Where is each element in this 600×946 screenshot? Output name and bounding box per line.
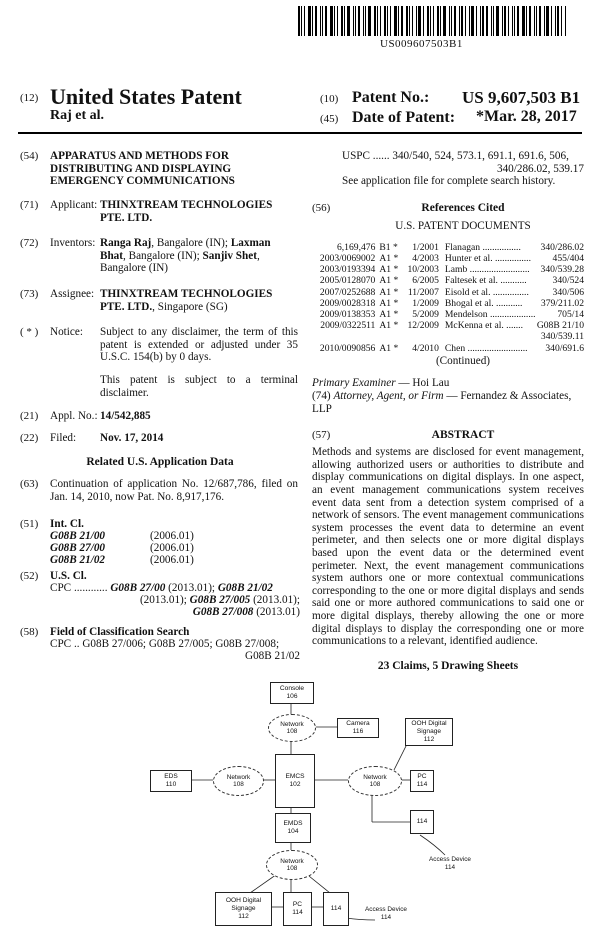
barcode-bar (437, 6, 439, 36)
network-bottom-cloud (266, 850, 318, 880)
reference-kind: A1 * (379, 342, 399, 354)
examiner-name: — Hoi Lau (395, 377, 450, 390)
reference-name: McKenna et al. ....... (444, 320, 523, 332)
network-ref: 108 (233, 781, 244, 788)
reference-date: 5/2009 (412, 309, 439, 320)
inventor-name: Laxman Bhat (100, 237, 271, 262)
uspc-line: USPC ...... 340/540, 524, 573.1, 691.1, 691.6, 506, (342, 150, 569, 162)
reference-cls: 455/404 (552, 252, 584, 264)
barcode-bar (539, 6, 541, 36)
network-top-cloud (268, 714, 316, 742)
pc-ref: 114 (292, 909, 303, 916)
barcode-bar (529, 6, 531, 36)
cpc-prefix: CPC ............ (50, 582, 108, 594)
barcode-bar (330, 6, 333, 36)
notice-code: ( * ) (20, 326, 39, 338)
assignee-code: (73) (20, 288, 39, 300)
ooh-label: OOH Digital (225, 897, 262, 904)
intcl-label: Int. Cl. (50, 518, 84, 530)
barcode-bar (565, 6, 566, 36)
attorney-name: — Fernandez & Associates, LLP (312, 390, 572, 415)
reference-cls: 340/539.11 (540, 331, 584, 343)
barcode-bar (440, 6, 441, 36)
cpc-year: (2013.01); (165, 582, 218, 594)
reference-name: Lamb ......................... (444, 264, 530, 276)
ooh-bottom-box (215, 892, 272, 926)
barcode-bar (486, 6, 488, 36)
barcode-bar (555, 6, 556, 36)
applicant-label: Applicant: (50, 199, 98, 211)
date-label: Date of Patent: (352, 109, 456, 126)
examiner-label: Primary Examiner (312, 377, 396, 390)
eds-ref: 110 (165, 781, 177, 788)
barcode-bar (322, 6, 323, 36)
barcode-bar (406, 6, 408, 36)
box-ref: 114 (330, 905, 342, 912)
barcode-bar (482, 6, 484, 36)
code-45: (45) (320, 113, 339, 125)
network-label: Network (280, 857, 304, 865)
reference-date: 11/2007 (407, 286, 439, 298)
reference-row (317, 242, 584, 253)
barcode-bar (491, 6, 492, 36)
barcode-bar (471, 6, 474, 36)
barcode-bar (380, 6, 381, 36)
barcode-bar (308, 6, 311, 36)
filed-code: (22) (20, 432, 39, 444)
reference-name: Faltesek et al. ........... (444, 275, 527, 287)
reference-num: 2009/0138353 (319, 309, 376, 320)
barcode-bar (476, 6, 477, 36)
reference-name: Hunter et al. ............... (444, 252, 531, 264)
continuation-code: (63) (20, 478, 39, 490)
reference-row (317, 287, 584, 298)
reference-kind: A1 * (379, 286, 399, 298)
inventor-name: Ranga Raj (100, 237, 152, 249)
network-ref: 108 (369, 781, 381, 788)
header-rule (18, 132, 582, 134)
barcode-bar (454, 6, 456, 36)
intcl-code-entry: G08B 21/00 (50, 530, 106, 542)
emds-label: EMDS (283, 820, 303, 827)
appl-label: Appl. No.: (50, 410, 98, 422)
barcode-bar (465, 6, 466, 36)
emds-box (275, 813, 311, 843)
barcode-bar (522, 6, 525, 36)
barcode-bar (557, 6, 559, 36)
barcode-bar (312, 6, 313, 36)
reference-cls: G08B 21/10 (536, 320, 584, 332)
inventor-short: Raj et al. (50, 108, 105, 123)
barcode-bar (334, 6, 335, 36)
reference-cls: 340/286.02 (540, 241, 584, 253)
claims-summary: 23 Claims, 5 Drawing Sheets (377, 659, 519, 672)
pc-ref: 114 (416, 781, 428, 788)
emcs-label: EMCS (285, 773, 305, 780)
barcode-bar (387, 6, 388, 36)
barcode-bar (347, 6, 350, 36)
abstract-text: Methods and systems are disclosed for event management, allowing authorized users or authorities to distribute and display communications on digital displays. In one aspect, an event management communications system receives event data sent from a detection system comprised of a network of sensors. The event management communications system processes the event data to determine an event perimeter, and then selects one or more digital displays based upon the event data or the determined event perimeter. Next, the event management communications system authors one or more contextual communications corresponding to the one or more digital displays and sends said one or more authored communications to said one or more digital displays, thereby allowing the one or more digital displays to display the corresponding one or more communications to a relevant, identified audience. (312, 446, 584, 648)
barcode-bar (493, 6, 494, 36)
pc-bottom-box (283, 892, 312, 926)
barcode-bar (512, 6, 513, 36)
barcode-bar (451, 6, 452, 36)
applicant-code: (71) (20, 199, 39, 211)
reference-kind: A1 * (379, 320, 399, 332)
barcode-bar (517, 6, 519, 36)
abstract-heading: ABSTRACT (431, 429, 495, 442)
network-right-cloud (348, 766, 402, 796)
barcode-bar (418, 6, 421, 36)
intcl-year: (2006.01) (150, 530, 194, 542)
network-label: Network (280, 720, 304, 728)
access-device-label: Access Device (365, 906, 407, 913)
barcode-bar (502, 6, 503, 36)
access-device-ref: 114 (380, 913, 392, 921)
barcode-bar (337, 6, 338, 36)
reference-row (317, 298, 584, 309)
intcl-code: (51) (20, 518, 39, 530)
reference-kind: A1 * (379, 264, 399, 276)
reference-kind (379, 331, 406, 342)
barcode-bar (398, 6, 399, 36)
ooh-ref: 112 (238, 913, 249, 920)
access-device-ref: 114 (444, 863, 456, 871)
cpc-line (50, 594, 300, 607)
barcode-bar (514, 6, 515, 36)
emcs-box (275, 754, 315, 808)
barcode-bar (430, 6, 431, 36)
access-device-bottom-label (360, 906, 412, 921)
barcode-bar (341, 6, 343, 36)
reference-row (317, 253, 584, 264)
right-column (312, 150, 584, 672)
intcl-year: (2006.01) (150, 554, 194, 566)
inventor-name: Sanjiv Shet (202, 249, 257, 262)
reference-date: 4/2010 (412, 342, 439, 354)
title-code: (54) (20, 150, 39, 162)
reference-num: 2009/0322511 (320, 320, 376, 332)
figure (0, 670, 600, 946)
barcode-bar (427, 6, 429, 36)
code-12: (12) (20, 92, 39, 104)
reference-kind: A1 * (379, 252, 399, 264)
barcode-bar (504, 6, 506, 36)
barcode-bar (315, 6, 317, 36)
barcode-bar (304, 6, 305, 36)
reference-row (317, 309, 584, 320)
box-ref: 114 (416, 818, 428, 825)
code-10: (10) (320, 93, 339, 105)
reference-date (406, 331, 445, 342)
appl-code: (21) (20, 410, 39, 422)
cpc-year: (2013.01) (253, 606, 300, 618)
console-ref: 106 (286, 693, 298, 700)
barcode-bar (461, 6, 463, 36)
reference-num: 6,169,476 (336, 241, 376, 253)
reference-row (317, 320, 584, 331)
eds-label: EDS (164, 773, 178, 780)
patent-title: APPARATUS AND METHODS FOR DISTRIBUTING AND DISPLAYING EMERGENCY COMMUNICATIONS (50, 150, 235, 188)
uscl-label: U.S. Cl. (50, 570, 87, 582)
reference-cls: 705/14 (557, 309, 584, 320)
cpc-line (50, 606, 300, 619)
cpc-code: G08B 27/005 (189, 594, 251, 606)
cpc-line (50, 582, 300, 595)
barcode-bar (546, 6, 549, 36)
barcode-bar (390, 6, 391, 36)
reference-cls: 379/211.02 (540, 297, 584, 309)
filed-date: Nov. 17, 2014 (100, 432, 164, 444)
barcode-bar (536, 6, 537, 36)
assignee-location: , Singapore (SG) (152, 300, 228, 313)
access-device-right-label (425, 856, 475, 871)
barcode-number: US009607503B1 (380, 38, 463, 50)
inventors-label: Inventors: (50, 237, 96, 249)
cpc-code: G08B 27/008 (192, 606, 254, 618)
reference-cls: 340/691.6 (545, 342, 584, 354)
intcl-code-entry: G08B 27/00 (50, 542, 106, 554)
terminal-disclaimer: This patent is subject to a terminal disclaimer. (100, 374, 298, 399)
camera-ref: 116 (352, 728, 364, 735)
reference-date: 1/2009 (412, 297, 439, 309)
barcode-bar (469, 6, 470, 36)
console-box (270, 682, 314, 704)
reference-name: Chen ......................... (444, 342, 528, 354)
attorney-label: Attorney, Agent, or Firm (333, 390, 444, 402)
reference-num: 2010/0090856 (319, 342, 376, 354)
pc-label: PC (292, 901, 303, 908)
document-type: United States Patent (50, 84, 242, 109)
continuation-text: Continuation of application No. 12/687,786, filed on Jan. 14, 2010, now Pat. No. 8,917,176. (50, 478, 298, 503)
barcode (298, 6, 568, 36)
barcode-bar (459, 6, 460, 36)
barcode-bar (394, 6, 397, 36)
reference-name: Flanagan ................ (444, 241, 521, 253)
reference-num: 2003/0193394 (319, 264, 376, 276)
barcode-bar (325, 6, 327, 36)
search-history-note: See application file for complete search history. (342, 175, 556, 188)
field-code: (58) (20, 626, 39, 638)
network-ref: 108 (286, 728, 298, 735)
intcl-year: (2006.01) (150, 542, 194, 554)
assignee-company: THINXTREAM TECHNOLOGIES PTE. LTD. (100, 288, 273, 313)
assignee-name (100, 288, 290, 313)
applicant-name: THINXTREAM TECHNOLOGIES PTE. LTD. (100, 199, 273, 224)
attorney-code: (74) (312, 390, 331, 402)
camera-label: Camera (346, 720, 370, 727)
cpc-code: G08B 21/02 (217, 582, 273, 594)
barcode-bar (496, 6, 499, 36)
pc-right-box (410, 770, 434, 792)
barcode-bar (344, 6, 345, 36)
cpc-year: (2013.01); (250, 594, 300, 606)
pc-label: PC (417, 773, 427, 780)
reference-num: 2005/0128070 (319, 275, 376, 287)
filed-label: Filed: (50, 432, 77, 444)
refs-code: (56) (312, 201, 331, 214)
inventors-code: (72) (20, 237, 39, 249)
reference-row (317, 343, 584, 354)
ooh-label: OOH Digital (411, 720, 447, 727)
appl-number: 14/542,885 (100, 410, 151, 422)
reference-row (317, 264, 584, 275)
inventor-location: , Bangalore (IN); (151, 237, 231, 249)
cpc-code: G08B 27/00 (110, 582, 166, 594)
ooh-label-2: Signage (231, 905, 256, 912)
barcode-bar (449, 6, 450, 36)
notice-text: Subject to any disclaimer, the term of this patent is extended or adjusted under 35 U.S.C. 154(b) by 0 days. (100, 326, 298, 364)
us-docs-heading: U.S. PATENT DOCUMENTS (395, 219, 531, 232)
reference-num: 2007/0252688 (319, 286, 376, 298)
reference-name: Bhogal et al. ........... (444, 297, 523, 309)
reference-row (317, 275, 584, 286)
network-left-cloud (213, 766, 264, 796)
references-table (317, 242, 584, 354)
related-heading: Related U.S. Application Data (86, 456, 234, 468)
barcode-bar (401, 6, 403, 36)
reference-kind: A1 * (379, 309, 399, 320)
reference-row (317, 331, 584, 342)
access-device-bottom-box (323, 892, 349, 926)
reference-kind: A1 * (379, 297, 399, 309)
network-label: Network (226, 773, 251, 781)
inventor-location: , Bangalore (IN) (100, 249, 260, 275)
barcode-bar (409, 6, 410, 36)
console-label: Console (279, 685, 305, 692)
network-ref: 108 (286, 865, 298, 872)
patent-number: US 9,607,503 B1 (462, 88, 581, 107)
reference-date: 4/2003 (412, 252, 439, 264)
barcode-bar (534, 6, 535, 36)
barcode-bar (443, 6, 446, 36)
barcode-bar (526, 6, 527, 36)
reference-cls: 340/539.28 (540, 264, 584, 276)
reference-date: 6/2005 (412, 275, 439, 287)
reference-date: 1/2001 (412, 241, 439, 253)
cpc-year: (2013.01); (139, 594, 190, 606)
network-label: Network (363, 773, 387, 781)
intcl-code-entry: G08B 21/02 (50, 554, 106, 566)
barcode-bar (320, 6, 321, 36)
barcode-bar (384, 6, 386, 36)
barcode-bar (301, 6, 302, 36)
barcode-bar (374, 6, 376, 36)
camera-box (337, 718, 379, 738)
reference-kind: A1 * (379, 275, 399, 287)
field-label: Field of Classification Search (50, 626, 190, 638)
barcode-bar (433, 6, 434, 36)
barcode-bar (423, 6, 424, 36)
field-cpc: CPC .. G08B 27/006; G08B 27/005; G08B 27/008; (50, 638, 280, 650)
reference-name: Eisold et al. ............... (444, 286, 529, 298)
barcode-bar (544, 6, 545, 36)
barcode-bar (412, 6, 413, 36)
barcode-bar (298, 6, 300, 36)
barcode-bar (363, 6, 364, 36)
barcode-bar (358, 6, 360, 36)
barcode-bar (551, 6, 552, 36)
barcode-bar (377, 6, 378, 36)
barcode-bar (368, 6, 371, 36)
field-cpc-cont: G08B 21/02 (244, 650, 300, 662)
inventor-location: , Bangalore (IN); (123, 249, 203, 262)
barcode-bar (480, 6, 481, 36)
reference-name (445, 331, 536, 342)
left-column (20, 150, 300, 666)
barcode-bar (416, 6, 417, 36)
ooh-label-2: Signage (416, 728, 442, 735)
emds-ref: 104 (287, 828, 299, 835)
reference-num (317, 331, 379, 342)
patent-date: *Mar. 28, 2017 (476, 108, 577, 125)
reference-date: 12/2009 (407, 320, 439, 332)
access-device-label: Access Device (429, 856, 471, 863)
refs-heading: References Cited (421, 201, 505, 214)
ooh-ref: 112 (423, 736, 435, 743)
reference-kind: B1 * (379, 241, 398, 253)
barcode-bar (353, 6, 354, 36)
reference-date: 10/2003 (407, 264, 439, 276)
uspc-line-2: 340/286.02, 539.17 (496, 162, 584, 175)
barcode-bar (355, 6, 356, 36)
access-device-right-box (410, 810, 434, 834)
barcode-bar (561, 6, 562, 36)
reference-cls: 340/524 (552, 275, 584, 287)
notice-label: Notice: (50, 326, 83, 338)
barcode-bar (508, 6, 509, 36)
reference-name: Mendelson ................... (444, 309, 536, 320)
reference-cls: 340/506 (552, 286, 584, 298)
emcs-ref: 102 (289, 781, 301, 788)
continued-note: (Continued) (435, 354, 491, 367)
patent-no-label: Patent No.: (352, 89, 430, 106)
reference-num: 2009/0028318 (319, 297, 376, 309)
barcode-bar (365, 6, 366, 36)
abstract-code: (57) (312, 429, 331, 442)
assignee-label: Assignee: (50, 288, 95, 300)
reference-num: 2003/0069002 (319, 252, 376, 264)
eds-box (150, 770, 192, 792)
ooh-top-box (405, 718, 453, 746)
uscl-code: (52) (20, 570, 39, 582)
inventors-list (100, 237, 298, 275)
